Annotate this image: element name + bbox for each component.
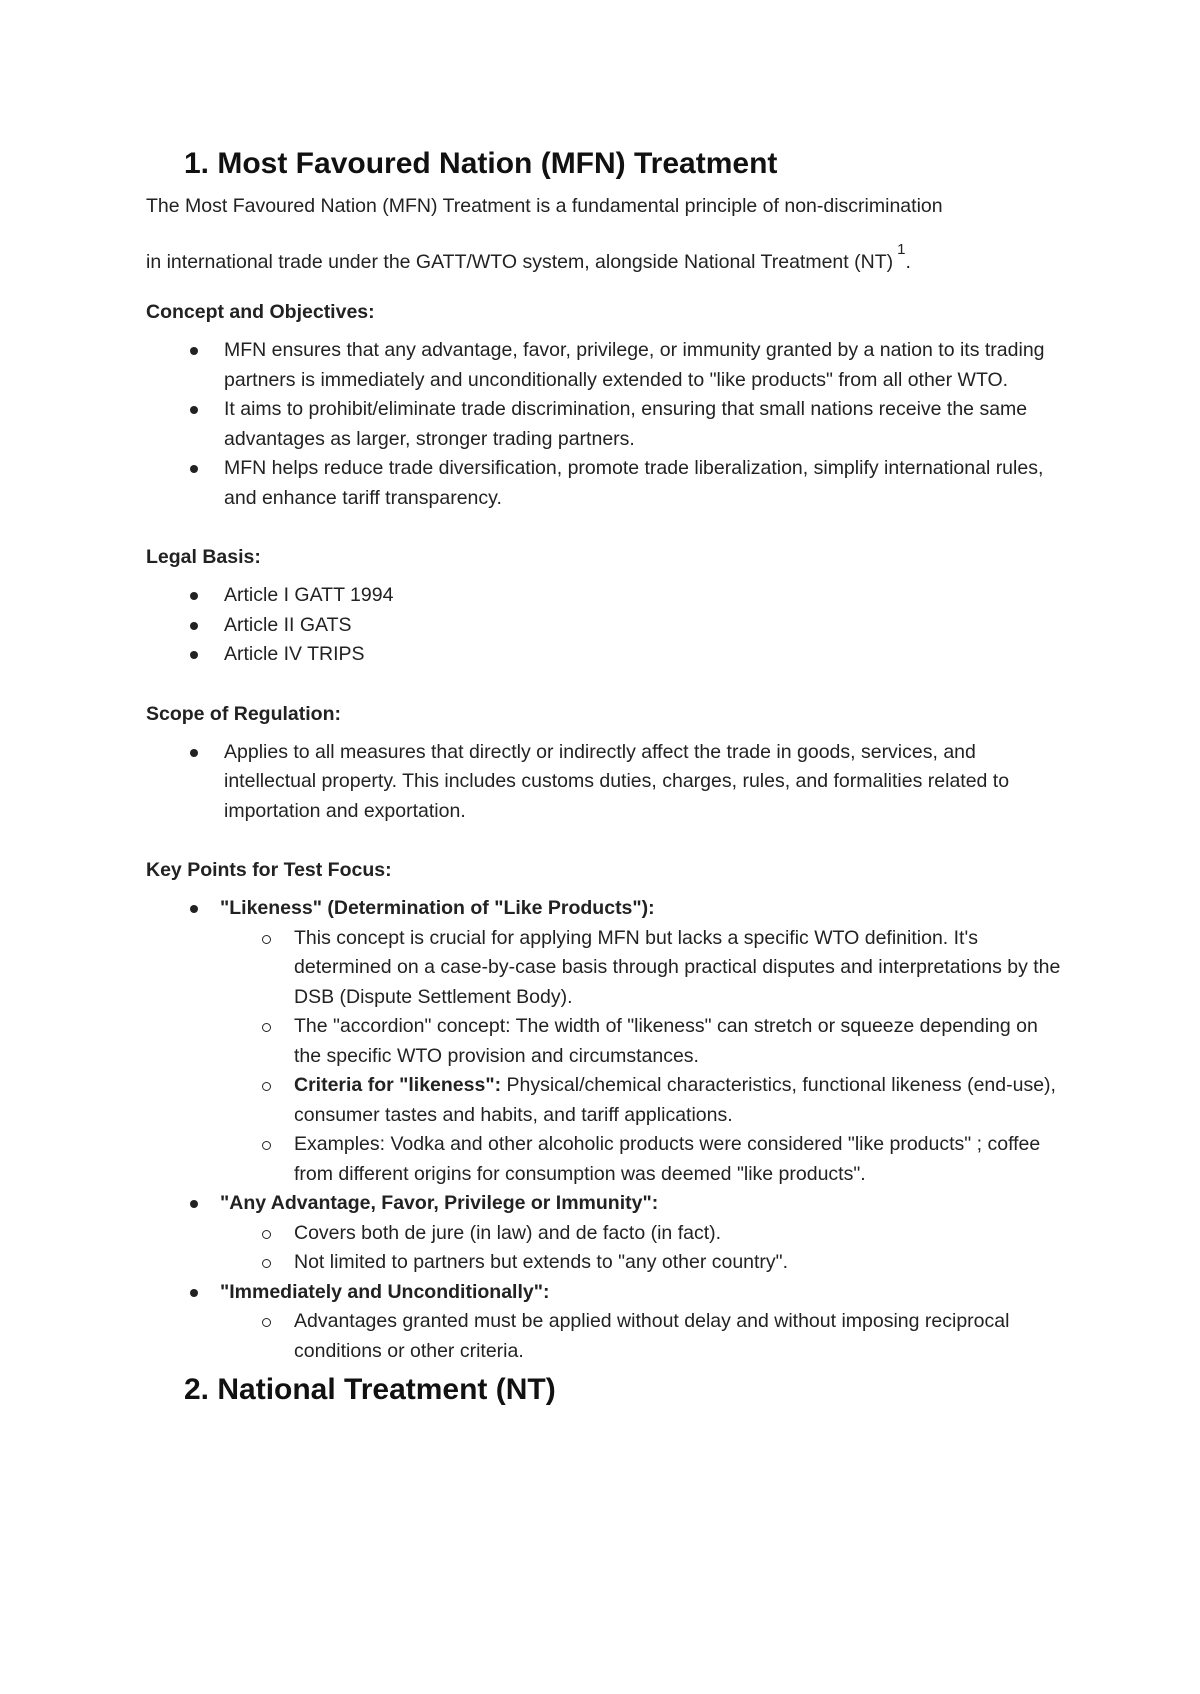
key-point-label: "Immediately and Unconditionally":: [220, 1280, 550, 1303]
key-point-likeness: [146, 894, 1066, 1189]
sub-list: [220, 1219, 1066, 1278]
sub-list-item: Advantages granted must be applied without delay and without imposing reciprocal conditions or other criteria.: [220, 1307, 1066, 1366]
legal-basis-title: Legal Basis:: [146, 546, 261, 568]
intro-line-2-wrap: [146, 236, 1066, 276]
scope-list: [146, 738, 1066, 827]
concept-title: Concept and Objectives:: [146, 301, 375, 323]
sub-list-item: Not limited to partners but extends to "any other country".: [220, 1248, 1066, 1278]
sub-list: [220, 924, 1066, 1190]
sub-list-item: The "accordion" concept: The width of "likeness" can stretch or squeeze depending on the specific WTO provision and circumstances.: [220, 1012, 1066, 1071]
key-point-label: "Likeness" (Determination of "Like Products"):: [220, 897, 655, 919]
intro-line-1: The Most Favoured Nation (MFN) Treatment is a fundamental principle of non-discrimination: [146, 195, 943, 217]
key-points-title: Key Points for Test Focus:: [146, 859, 392, 881]
sub-list: [220, 1307, 1066, 1366]
intro-end: .: [905, 251, 911, 273]
footnote-ref[interactable]: 1: [897, 241, 906, 258]
document-content: [146, 146, 1066, 1408]
key-points-list: [146, 894, 1066, 1366]
concept-list: [146, 336, 1066, 513]
list-item: It aims to prohibit/eliminate trade discrimination, ensuring that small nations receive the same advantages as larger, stronger trading partners.: [146, 395, 1066, 454]
list-item: MFN ensures that any advantage, favor, privilege, or immunity granted by a nation to its trading partners is immediately and unconditionally extended to "like products" from all other WTO.: [146, 336, 1066, 395]
list-item: MFN helps reduce trade diversification, promote trade liberalization, simplify international rules, and enhance tariff transparency.: [146, 454, 1066, 513]
criteria-text: Physical/chemical characteristics, functional likeness (end-use), consumer tastes and habits, and tariff applications.: [294, 1074, 1056, 1126]
section-1-heading: 1. Most Favoured Nation (MFN) Treatment: [184, 147, 778, 180]
key-point-label: "Any Advantage, Favor, Privilege or Immunity":: [220, 1192, 659, 1214]
sub-list-item: Examples: Vodka and other alcoholic products were considered "like products" ; coffee from different origins for consumption was deemed "like products".: [220, 1130, 1066, 1189]
sub-list-item: [220, 1071, 1066, 1130]
list-item: Article I GATT 1994: [146, 581, 1066, 611]
key-point-advantage: [146, 1189, 1066, 1278]
intro-line-2: in international trade under the GATT/WTO system, alongside National Treatment (NT): [146, 251, 894, 273]
list-item: Applies to all measures that directly or indirectly affect the trade in goods, services, and intellectual property. This includes customs duties, charges, rules, and formalities related to importation and exportation.: [146, 738, 1066, 827]
scope-title: Scope of Regulation:: [146, 702, 341, 725]
sub-list-item: This concept is crucial for applying MFN but lacks a specific WTO definition. It's determined on a case-by-case basis through practical disputes and interpretations by the DSB (Dispute Settlement Body).: [220, 924, 1066, 1013]
intro-paragraph: [146, 192, 1066, 276]
key-point-immediately: [146, 1278, 1066, 1367]
section-2-heading: 2. National Treatment (NT): [184, 1373, 556, 1406]
list-item: Article IV TRIPS: [146, 640, 1066, 670]
legal-basis-list: [146, 581, 1066, 670]
sub-list-item: Covers both de jure (in law) and de facto (in fact).: [220, 1219, 1066, 1249]
list-item: Article II GATS: [146, 611, 1066, 641]
criteria-label: Criteria for "likeness":: [294, 1074, 502, 1096]
